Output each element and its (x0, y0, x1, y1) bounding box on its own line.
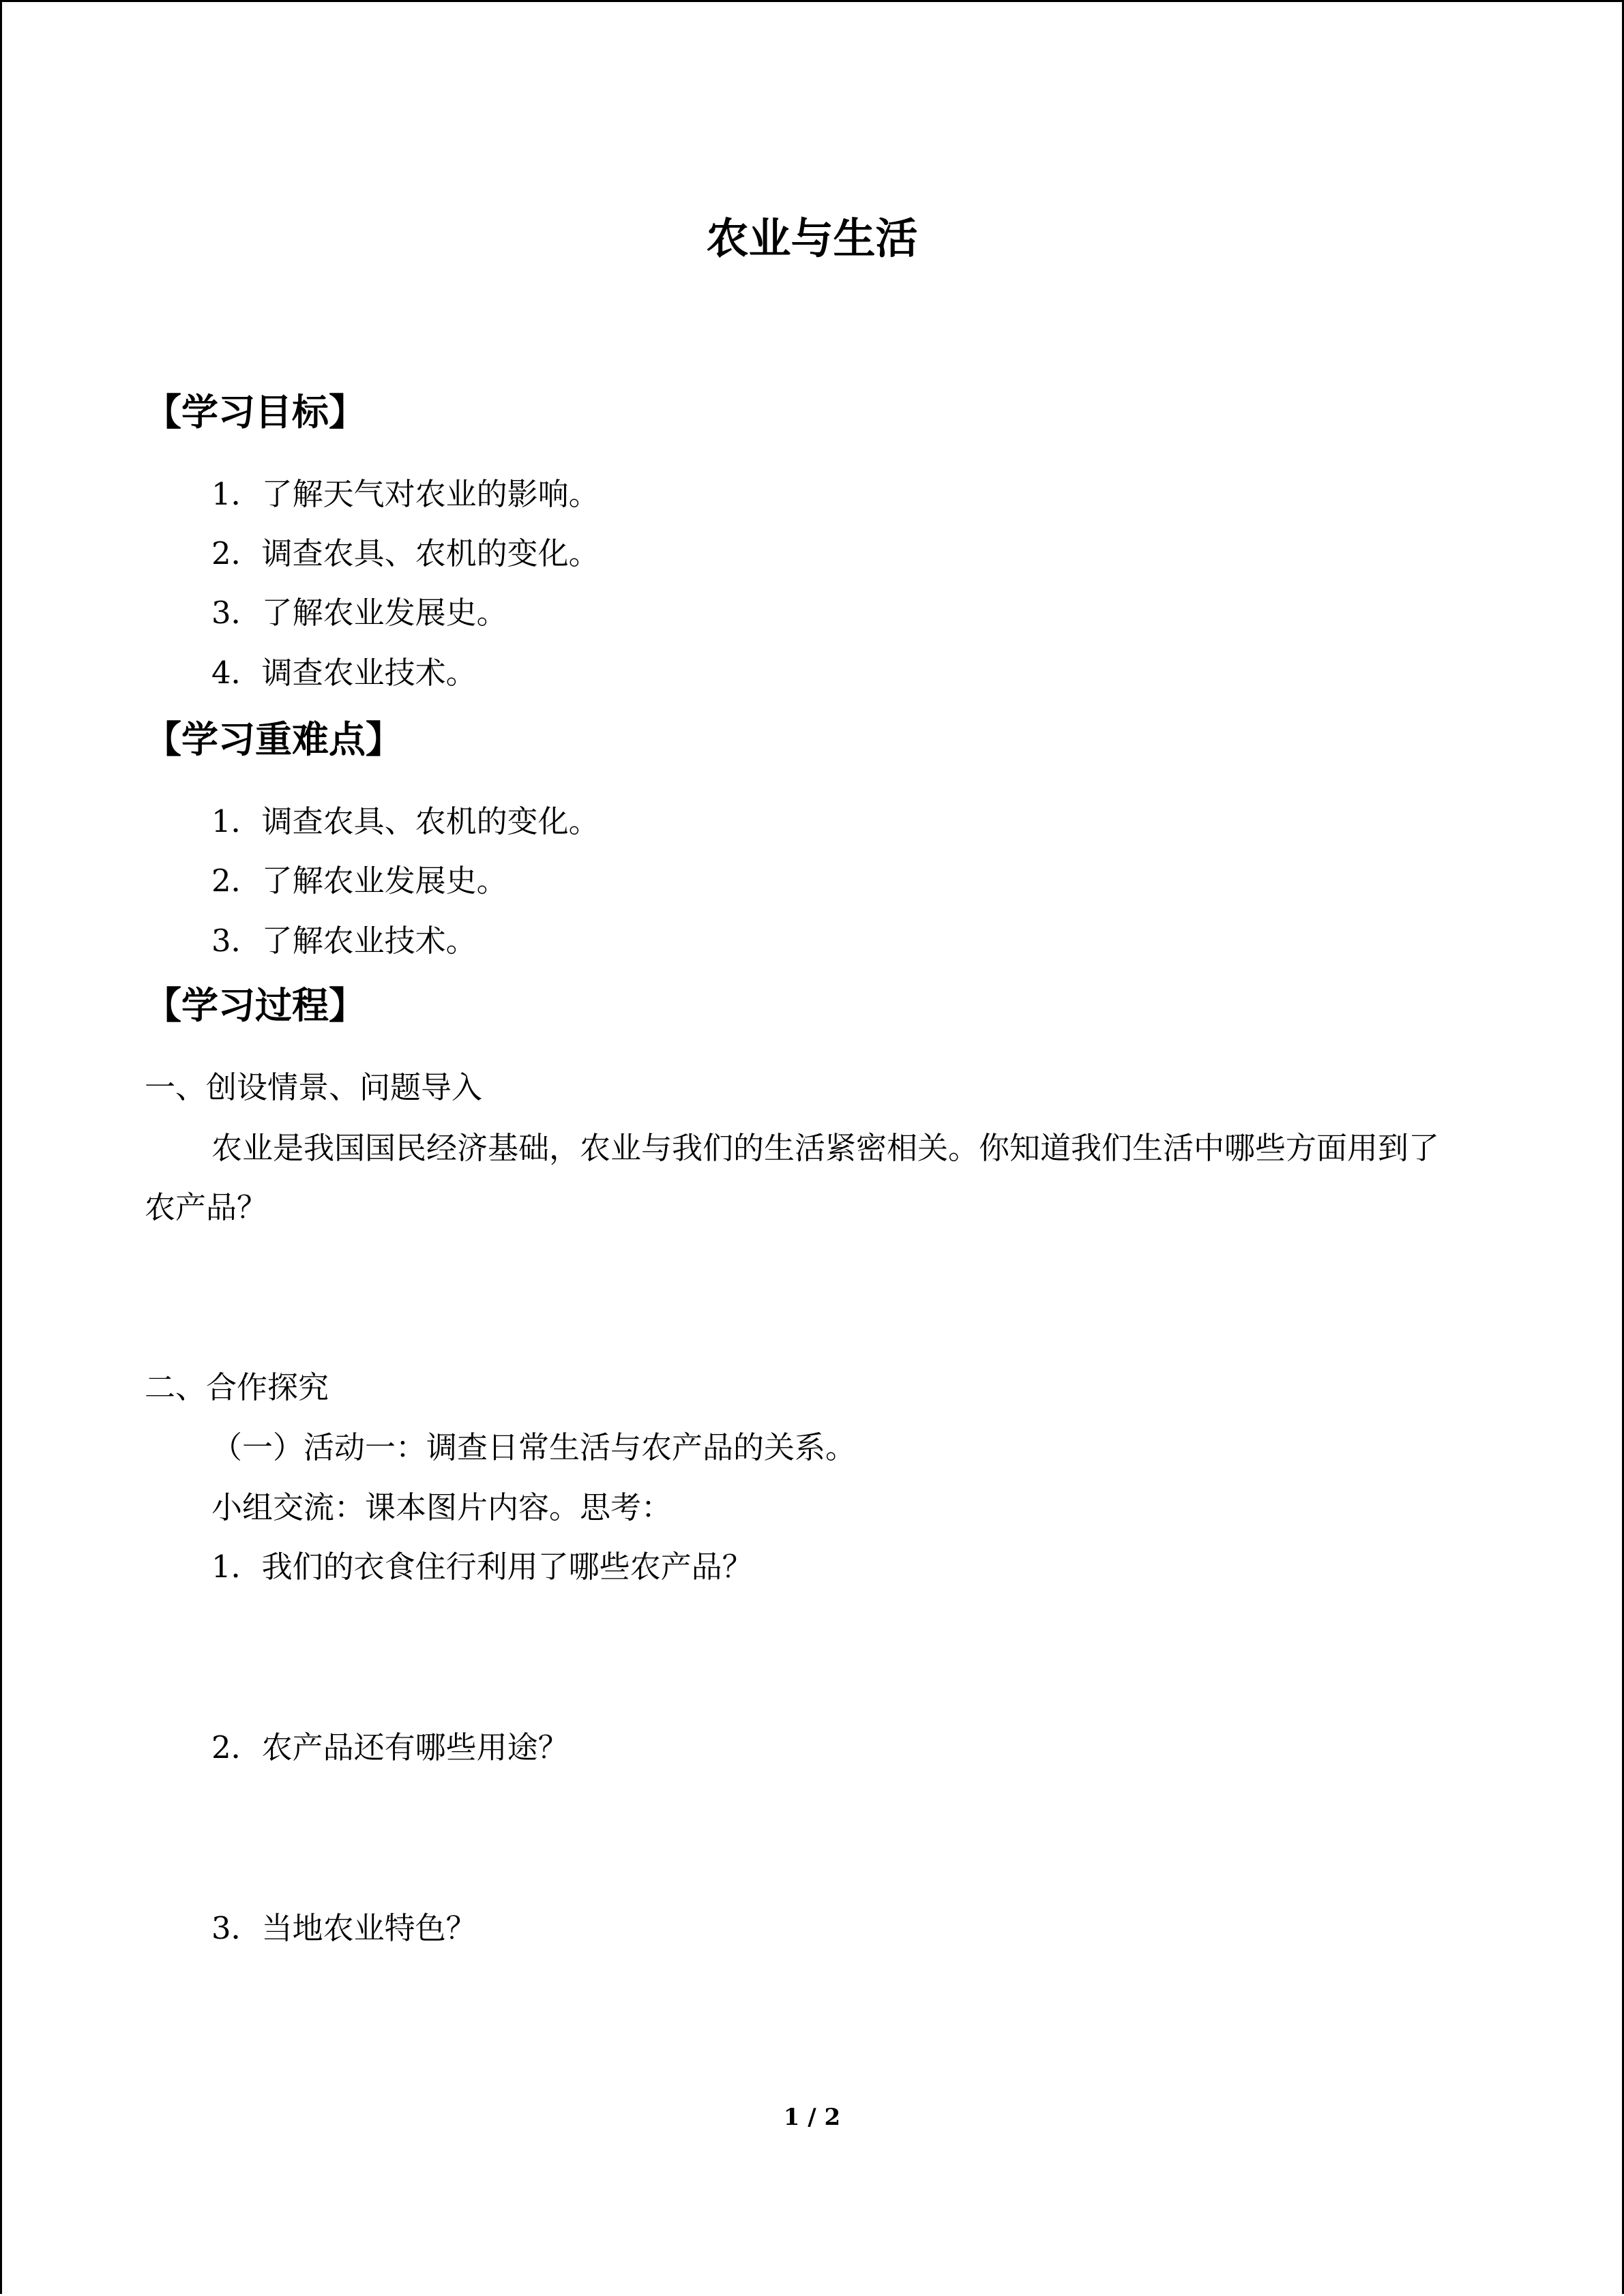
question-2: 2．农产品还有哪些用途？ (211, 1729, 569, 1765)
goal-item-4: 4．调查农业技术。 (211, 655, 477, 691)
goal-item-3: 3．了解农业发展史。 (211, 595, 507, 631)
part1-paragraph: 农业是我国国民经济基础，农业与我们的生活紧密相关。你知道我们生活中哪些方面用到了农产品？ (145, 1130, 1440, 1225)
activity-one: （一）活动一：调查日常生活与农产品的关系。 (211, 1429, 857, 1465)
goal-item-2: 2．调查农具、农机的变化。 (211, 535, 600, 571)
page-number: 1 / 2 (783, 2104, 841, 2131)
keypoint-item-2: 2．了解农业发展史。 (211, 863, 507, 899)
process-heading: 【学习过程】 (145, 984, 366, 1027)
keypoint-item-3: 3．了解农业技术。 (211, 923, 477, 959)
question-3: 3．当地农业特色？ (211, 1910, 477, 1946)
goals-heading: 【学习目标】 (145, 391, 366, 434)
document-title: 农业与生活 (706, 213, 918, 263)
keypoints-heading: 【学习重难点】 (145, 718, 402, 761)
goal-item-1: 1．了解天气对农业的影响。 (211, 476, 600, 512)
question-1: 1．我们的衣食住行利用了哪些农产品？ (211, 1549, 753, 1585)
group-discussion: 小组交流：课本图片内容。思考： (211, 1489, 673, 1525)
keypoint-item-1: 1．调查农具、农机的变化。 (211, 803, 600, 839)
part2-title: 二、合作探究 (145, 1369, 329, 1405)
part1-title: 一、创设情景、问题导入 (145, 1069, 483, 1105)
